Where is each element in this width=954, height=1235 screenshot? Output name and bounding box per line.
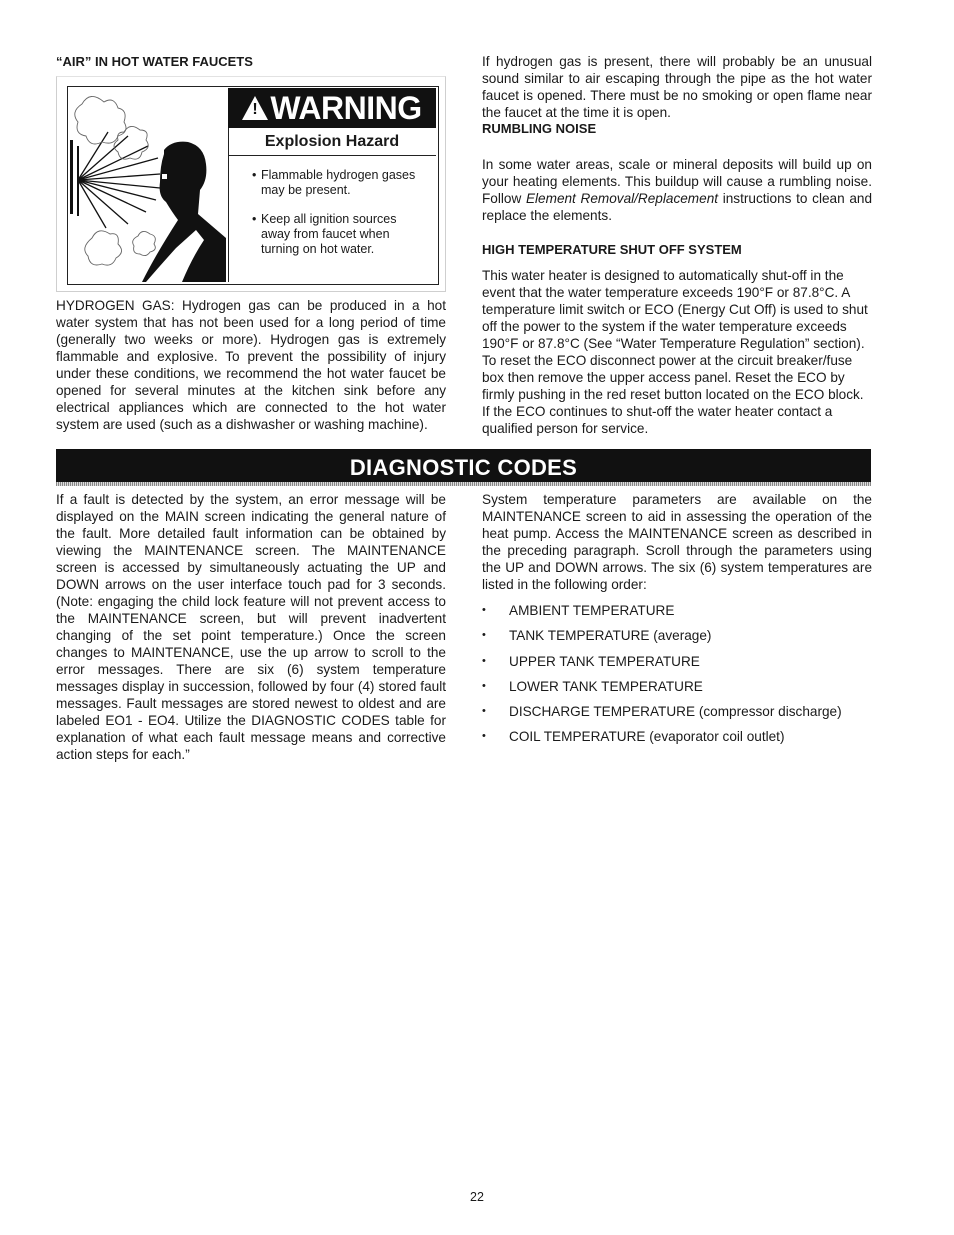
right-top-section [482,53,872,437]
list-item: • DISCHARGE TEMPERATURE (compressor discharge) [482,703,872,728]
banner-rule [56,482,871,486]
rumbling-paragraph [482,156,872,224]
rumbling-text-end: instructions to clean and replace the elements. [482,191,873,223]
list-item: • UPPER TANK TEMPERATURE [482,653,872,678]
shutoff-heading: HIGH TEMPERATURE SHUT OFF SYSTEM [482,242,742,257]
warning-bullet: • Flammable hydrogen gases may be present. [252,168,417,198]
warning-subtitle: Explosion Hazard [228,128,436,156]
air-heading: “AIR” IN HOT WATER FAUCETS [56,54,253,69]
explosion-hazard-icon [68,88,226,282]
list-item: • AMBIENT TEMPERATURE [482,602,872,627]
rumbling-heading: RUMBLING NOISE [482,121,597,136]
warning-bullet: • Keep all ignition sources away from faucet when turning on hot water. [252,212,417,257]
hydrogen-paragraph: HYDROGEN GAS: Hydrogen gas can be produced in a hot water system that has not been used for a long period of time (generally two weeks or more). Hydrogen gas is extremely flammable and explosive. To prevent the possibility of injury under these conditions, we recommend the hot water faucet be opened for several minutes at the kitchen sink before any electrical appliances which are connected to the hot water system are used (such as a dishwasher or washing machine). [56,298,446,432]
diagnostic-right-paragraph: System temperature parameters are available on the MAINTENANCE screen to aid in assessing the operation of the heat pump. Access the MAINTENANCE screen as described in the preceding paragraph. Scroll through the parameters using the UP and DOWN arrows. The six (6) system temperatures are listed in the following order: [482,492,872,592]
page-number: 22 [470,1190,484,1204]
air-section [56,54,446,70]
hydrogen-section [56,297,446,433]
shutoff-paragraph: This water heater is designed to automatically shut-off in the event that the water temperature exceeds 190°F or 87.8°C. A temperature limit switch or ECO (Energy Cut Off) is used to shut off the power to the system if the water temperature exceeds 190°F or 87.8°C (See “Water Temperature Regulation” section). To reset the ECO disconnect power at the circuit breaker/fuse box then remove the upper access panel. Reset the ECO by firmly pushing in the red reset button located on the ECO block. If the ECO continues to shut-off the water heater contact a qualified person for service. [482,268,868,436]
list-item: • COIL TEMPERATURE (evaporator coil outlet) [482,728,872,753]
list-item: • LOWER TANK TEMPERATURE [482,678,872,703]
hydrogen-sound-paragraph: If hydrogen gas is present, there will probably be an unusual sound similar to air escaping through the pipe as the hot water faucet is opened. There must be no smoking or open flame near the faucet at the time it is open. [482,54,872,120]
warning-banner [228,88,436,128]
rumbling-text: In some water areas, scale or mineral deposits will build up on your heating elements. This buildup will cause a rumbling noise. Follow [482,157,872,206]
diagnostic-right-section [482,491,872,754]
diagnostic-codes-banner: DIAGNOSTIC CODES [56,449,871,482]
warning-triangle-icon: ! [242,96,268,120]
warning-banner-label: WARNING [270,90,422,126]
diagnostic-left-section [56,491,446,763]
rumbling-italic-reference: Element Removal/Replacement [525,191,719,206]
temperature-list [482,602,872,754]
diagnostic-left-paragraph: If a fault is detected by the system, an error message will be displayed on the MAIN screen indicating the general nature of the fault. More detailed fault information can be obtained by viewing the MAINTENANCE screen. The MAINTENANCE screen is accessed by simultaneously actuating the UP and DOWN arrows on the user interface touch pad for 3 seconds. (Note: engaging the child lock feature will not prevent access to the MAINTENANCE screen, but will prevent inadvertent changing of the set point temperature.) Once the screen changes to MAINTENANCE, use the up arrow to scroll to the error messages. There are six (6) system temperature messages display in succession, followed by four (4) stored fault messages. Fault messages are stored newest to oldest and are labeled EO1 - EO4. Utilize the DIAGNOSTIC CODES table for explanation of what each fault message means and corrective action steps for each.” [56,492,446,762]
warning-bullet-list [252,168,417,257]
list-item: • TANK TEMPERATURE (average) [482,627,872,652]
